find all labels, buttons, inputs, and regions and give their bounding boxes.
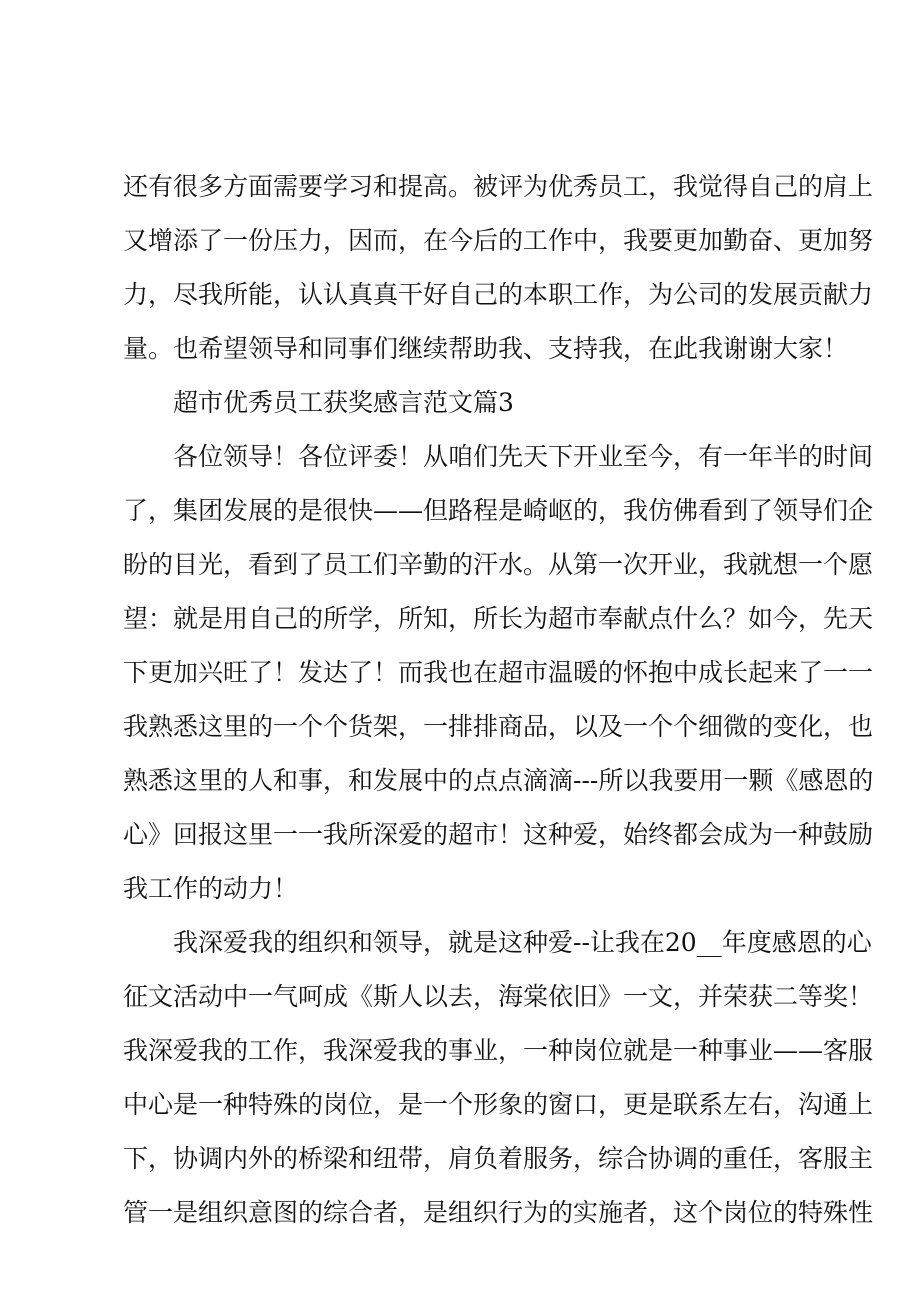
paragraph-2-line-1: 各位领导！各位评委！从咱们先天下开业至今，有一年半的时间: [173, 442, 874, 471]
paragraph-3-line-3: 我深爱我的工作，我深爱我的事业，一种岗位就是一种事业——客服: [123, 1036, 874, 1065]
paragraph-2-line-7: 熟悉这里的人和事，和发展中的点点滴滴---所以我要用一颗《感恩的: [123, 766, 874, 795]
paragraph-1-line-3: 力，尽我所能，认认真真干好自己的本职工作，为公司的发展贡献力: [123, 280, 874, 309]
paragraph-1-line-4: 量。也希望领导和同事们继续帮助我、支持我，在此我谢谢大家！: [123, 334, 849, 363]
paragraph-2-line-4: 望：就是用自己的所学，所知，所长为超市奉献点什么？如今，先天: [123, 604, 874, 633]
paragraph-3-line-1: 我深爱我的组织和领导，就是这种爱--让我在20__年度感恩的心: [173, 928, 872, 957]
paragraph-3-line-2: 征文活动中一气呵成《斯人以去，海棠依旧》一文，并荣获二等奖！: [123, 982, 874, 1011]
paragraph-2-line-2: 了，集团发展的是很快——但路程是崎岖的，我仿佛看到了领导们企: [123, 496, 874, 525]
paragraph-3-line-4: 中心是一种特殊的岗位，是一个形象的窗口，更是联系左右，沟通上: [123, 1090, 874, 1119]
section-title: 超市优秀员工获奖感言范文篇3: [173, 388, 514, 417]
paragraph-1-line-1: 还有很多方面需要学习和提高。被评为优秀员工，我觉得自己的肩上: [123, 172, 874, 201]
paragraph-1-line-2: 又增添了一份压力，因而，在今后的工作中，我要更加勤奋、更加努: [123, 226, 874, 255]
paragraph-2-line-6: 我熟悉这里的一个个货架，一排排商品，以及一个个细微的变化，也: [123, 712, 874, 741]
paragraph-2-line-9: 我工作的动力！: [123, 874, 299, 903]
paragraph-2-line-8: 心》回报这里一一我所深爱的超市！这种爱，始终都会成为一种鼓励: [123, 820, 874, 849]
paragraph-3-line-6: 管一是组织意图的综合者，是组织行为的实施者，这个岗位的特殊性: [123, 1198, 874, 1227]
paragraph-3-line-5: 下，协调内外的桥梁和纽带，肩负着服务，综合协调的重任，客服主: [123, 1144, 874, 1173]
paragraph-2-line-3: 盼的目光，看到了员工们辛勤的汗水。从第一次开业，我就想一个愿: [123, 550, 874, 579]
paragraph-2-line-5: 下更加兴旺了！发达了！而我也在超市温暖的怀抱中成长起来了一一: [123, 658, 874, 687]
